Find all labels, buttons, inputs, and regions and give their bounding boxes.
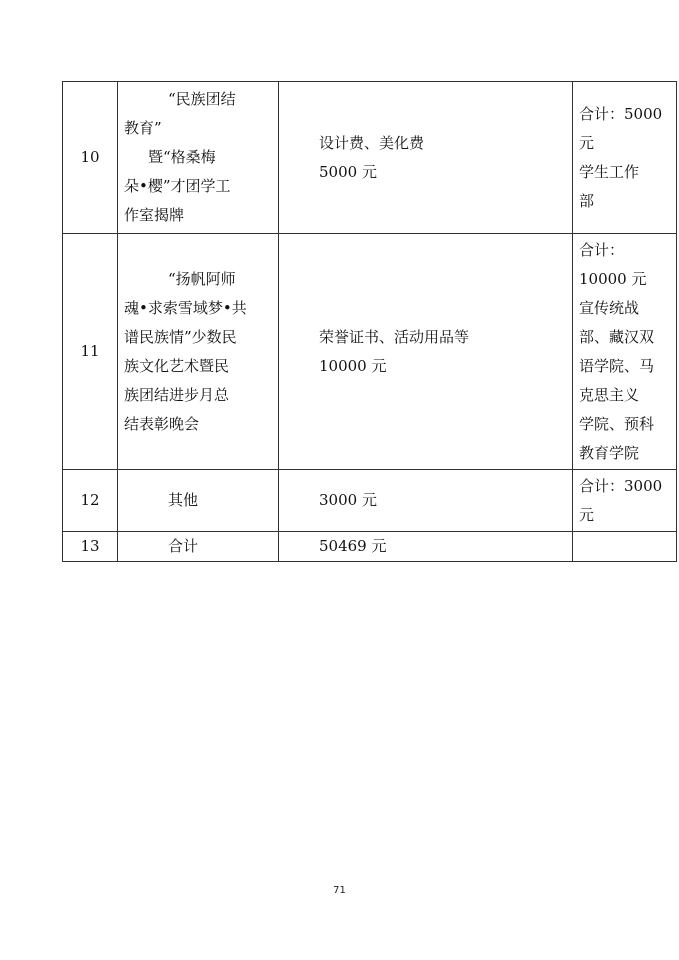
row-number: 11: [63, 234, 118, 470]
total-line: 部、藏汉双: [579, 327, 655, 346]
item-cost: [279, 234, 573, 470]
item-name: [118, 470, 279, 532]
item-total: [573, 234, 677, 470]
row-number: 10: [63, 82, 118, 234]
cost-line: 10000 元: [319, 356, 387, 375]
name-line: “扬帆阿师: [168, 269, 236, 288]
total-line: 合计：: [579, 240, 625, 259]
item-total: [573, 82, 677, 234]
name-line: 结表彰晚会: [124, 414, 200, 433]
name-line: 暨“格桑梅: [148, 148, 216, 166]
name-line: “民族团结: [168, 90, 236, 108]
total-line: 语学院、马: [579, 356, 655, 375]
table-row: [63, 470, 677, 532]
name-line: 合计: [168, 537, 199, 555]
total-line: 宣传统战: [579, 298, 640, 317]
item-name: [118, 82, 279, 234]
name-line: 作室揭牌: [124, 206, 185, 224]
total-line: 元: [579, 133, 595, 152]
item-total: [573, 532, 677, 562]
table-row: [63, 82, 677, 234]
cost-line: 5000 元: [319, 162, 377, 181]
item-name: [118, 234, 279, 470]
total-line: 学生工作: [579, 162, 640, 181]
total-line: 10000 元: [579, 269, 647, 288]
table-row: [63, 234, 677, 470]
item-name: [118, 532, 279, 562]
cost-line: 50469 元: [319, 537, 387, 555]
row-number: 13: [63, 532, 118, 562]
cost-line: 设计费、美化费: [319, 133, 425, 152]
name-line: 其他: [168, 491, 199, 509]
name-line: 教育”: [124, 119, 162, 137]
total-line: 克思主义: [579, 385, 640, 404]
total-line: 教育学院: [579, 443, 640, 462]
name-line: 朵•樱”才团学工: [124, 177, 231, 195]
item-cost: [279, 82, 573, 234]
cost-line: 3000 元: [319, 491, 377, 509]
budget-table: [62, 81, 677, 562]
page-number: 71: [333, 885, 346, 896]
total-line: 元: [579, 505, 595, 524]
cost-line: 荣誉证书、活动用品等: [319, 327, 470, 346]
name-line: 族文化艺术暨民: [124, 356, 230, 375]
name-line: 魂•求索雪域梦•共: [124, 298, 247, 317]
total-line: 合计：3000: [579, 476, 663, 495]
row-number: 12: [63, 470, 118, 532]
item-cost: [279, 532, 573, 562]
name-line: 族团结进步月总: [124, 385, 230, 404]
table-row: [63, 532, 677, 562]
total-line: 学院、预科: [579, 414, 655, 433]
item-cost: [279, 470, 573, 532]
total-line: 合计：5000: [579, 104, 663, 123]
name-line: 谱民族情”少数民: [124, 327, 237, 346]
total-line: 部: [579, 191, 595, 210]
item-total: [573, 470, 677, 532]
